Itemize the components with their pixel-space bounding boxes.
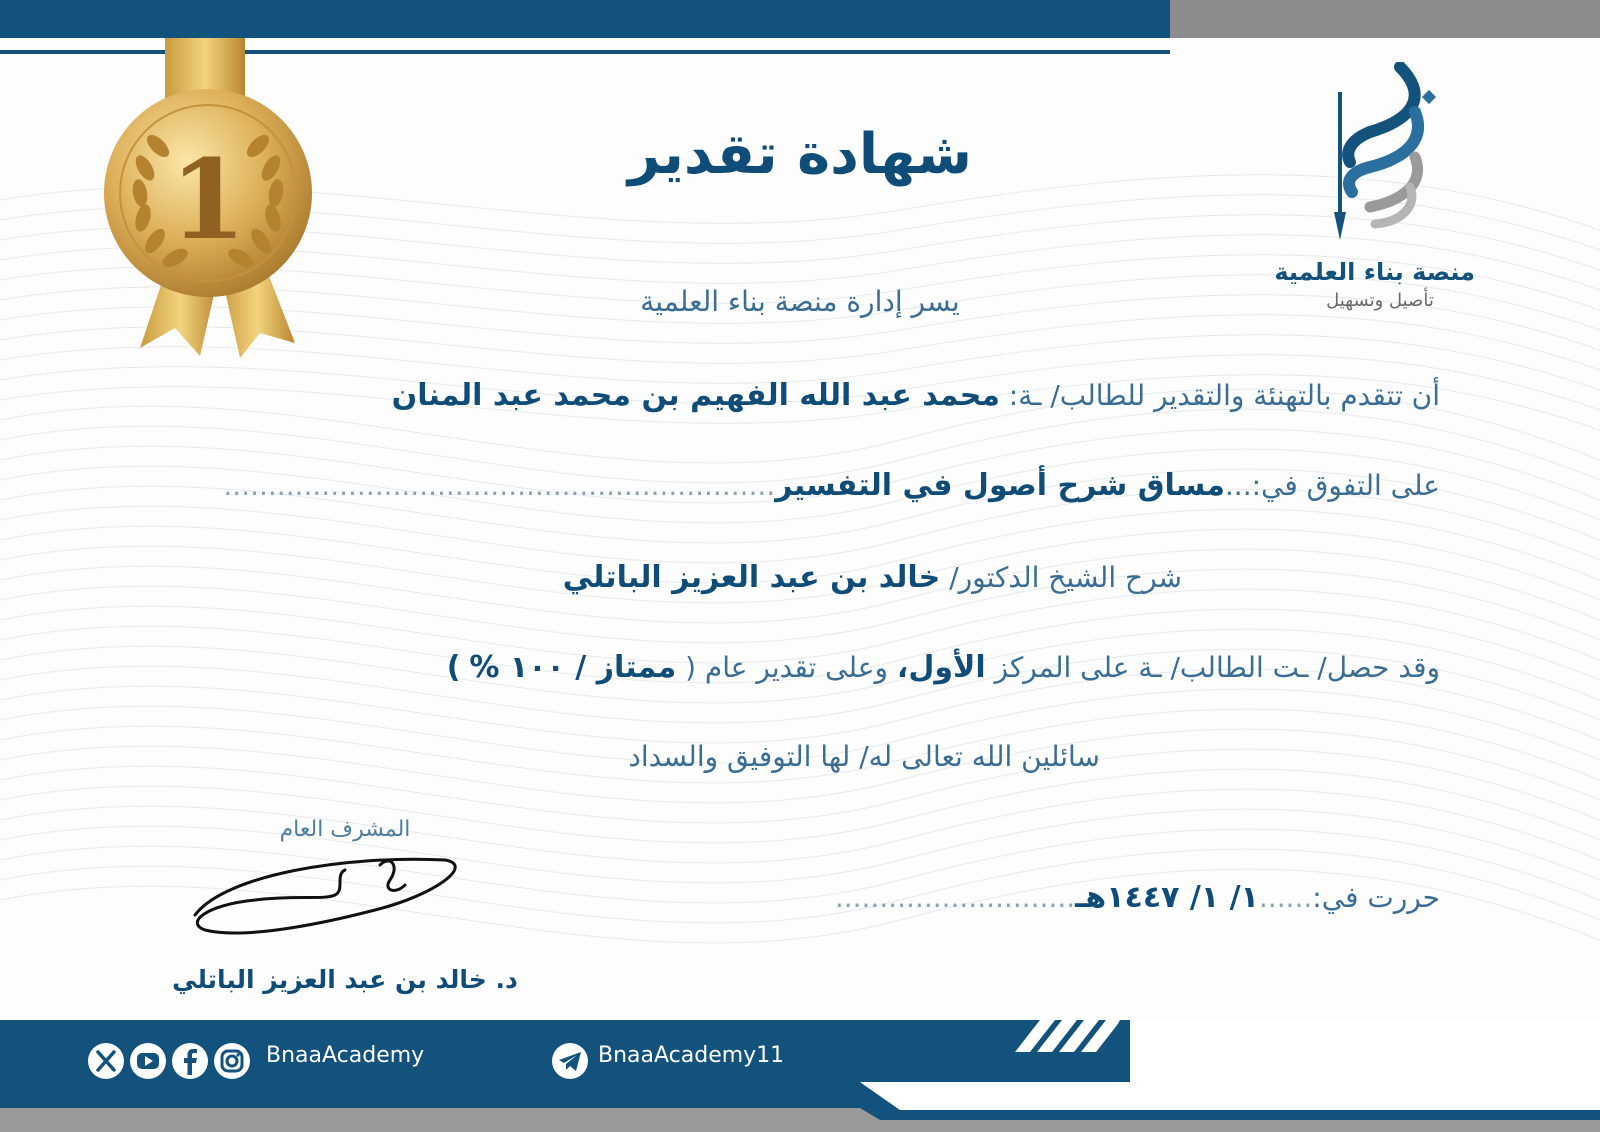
telegram-handle[interactable]: BnaaAcademy11 [598,1043,785,1068]
x-icon[interactable] [86,1041,126,1081]
supervisor-label: المشرف العام [279,817,411,842]
grade-label: وعلى تقدير عام ( [685,651,889,684]
logo-tagline: تأصيل وتسهيل [1326,290,1434,311]
signature-icon [185,845,470,945]
excellence-line [223,468,1440,503]
date-dots: ...... [1258,881,1313,914]
gold-medal-icon [100,38,325,368]
facebook-icon[interactable] [170,1041,210,1081]
bnaa-logo-icon [1330,62,1440,252]
congrats-label: أن تتقدم بالتهنئة والتقدير للطالب/ ـة: [1008,379,1440,412]
rank-line [447,650,1440,685]
congrats-line [392,378,1440,413]
medal-number: 1 [169,135,247,264]
course-name: مساق شرح أصول في التفسير [775,468,1225,503]
student-name: محمد عبد الله الفهيم بن محمد عبد المنان [391,378,1000,413]
social-handle[interactable]: BnaaAcademy [266,1043,425,1068]
closing-line: سائلين الله تعالى له/ لها التوفيق والسداد [628,740,1100,773]
certificate-title: شهادة تقدير [628,122,972,187]
explanation-line [563,560,1182,595]
date-value: ١/ ١/ ١٤٤٧هـ [1075,880,1259,915]
explanation-label: شرح الشيخ الدكتور/ [949,561,1182,594]
grade-value: ممتاز / ١٠٠ % [469,650,677,685]
rank-value: الأول، [896,650,986,685]
telegram-icon[interactable] [550,1041,590,1081]
supervisor-name: د. خالد بن عبد العزيز الباتلي [172,965,518,994]
instagram-icon[interactable] [212,1041,252,1081]
sheikh-name: خالد بن عبد العزيز الباتلي [562,560,941,595]
top-gray-band [1170,0,1600,38]
top-blue-band [0,0,1170,38]
date-line [835,880,1440,915]
date-label: حررت في: [1312,881,1440,914]
excellence-label: على التفوق في:... [1224,469,1440,502]
date-dots-trailing: ........................... [834,881,1076,914]
intro-text: يسر إدارة منصة بناء العلمية [640,285,960,318]
dots-filler: .............................................................. [223,469,776,502]
grade-close: ) [446,650,461,685]
youtube-icon[interactable] [128,1041,168,1081]
logo-name: منصة بناء العلمية [1274,258,1475,286]
rank-prefix: وقد حصل/ ـت الطالب/ ـة على المركز [994,651,1440,684]
